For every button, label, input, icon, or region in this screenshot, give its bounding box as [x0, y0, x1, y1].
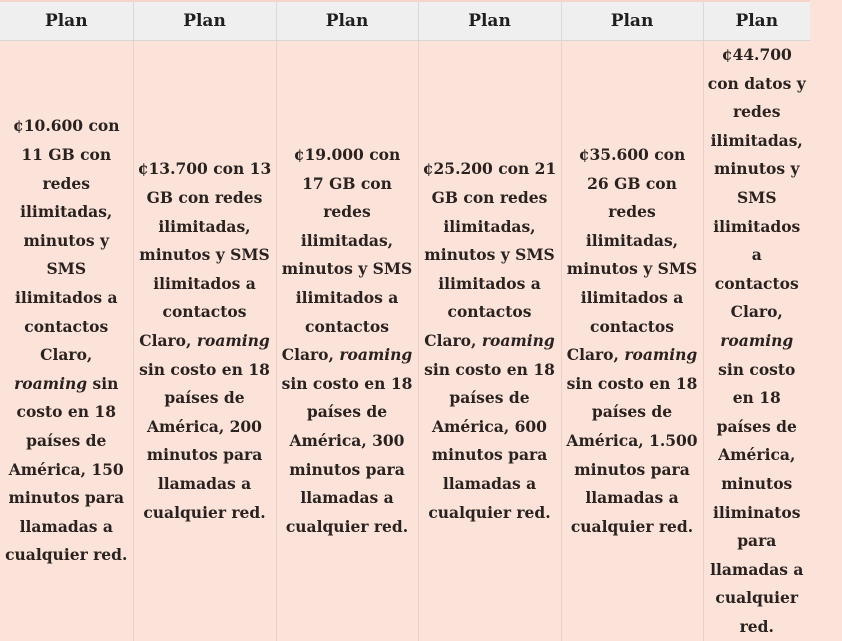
plan-text: ¢44.700 con datos y redes ilimitadas, minutos y SMS ilimitados a contactos Claro,	[708, 45, 806, 321]
plan-6-description	[703, 41, 810, 641]
header-row	[0, 2, 810, 41]
plans-table	[0, 2, 810, 641]
column-header-plan-6: Plan	[703, 2, 810, 41]
plan-text: ¢25.200 con 21 GB con redes ilimitadas, minutos y SMS ilimitados a contactos Claro,	[423, 159, 557, 350]
plan-text: ¢35.600 con 26 GB con redes ilimitadas, minutos y SMS ilimitados a contactos Claro,	[567, 145, 697, 364]
plan-text: sin costo en 18 países de América, 150 minutos para llamadas a cualquier red.	[5, 374, 127, 565]
column-header-plan-4: Plan	[418, 2, 561, 41]
plan-text: ¢10.600 con 11 GB con redes ilimitadas, minutos y SMS ilimitados a contactos Claro,	[13, 116, 120, 364]
column-header-plan-1: Plan	[0, 2, 133, 41]
plan-text-italic: roaming	[482, 331, 555, 350]
column-header-plan-3: Plan	[276, 2, 418, 41]
column-header-plan-2: Plan	[133, 2, 276, 41]
table-row	[0, 41, 810, 641]
plan-5-description	[561, 41, 703, 641]
plan-text-italic: roaming	[339, 345, 412, 364]
plan-text: ¢13.700 con 13 GB con redes ilimitadas, minutos y SMS ilimitados a contactos Claro,	[138, 159, 272, 350]
plan-2-description	[133, 41, 276, 641]
plan-text-italic: roaming	[14, 374, 87, 393]
plan-text: ¢19.000 con 17 GB con redes ilimitadas, minutos y SMS ilimitados a contactos Claro,	[282, 145, 412, 364]
plan-4-description	[418, 41, 561, 641]
plan-text-italic: roaming	[197, 331, 270, 350]
plan-text-italic: roaming	[720, 331, 793, 350]
plan-text: sin costo en 18 países de América, 600 minutos para llamadas a cualquier red.	[424, 360, 555, 522]
plan-text: sin costo en 18 países de América, 1.500 minutos para llamadas a cualquier red.	[566, 374, 697, 536]
column-header-plan-5: Plan	[561, 2, 703, 41]
plan-text: sin costo en 18 países de América, 300 minutos para llamadas a cualquier red.	[282, 374, 413, 536]
plan-text: sin costo en 18 países de América, 200 minutos para llamadas a cualquier red.	[139, 360, 270, 522]
plan-text-italic: roaming	[624, 345, 697, 364]
plan-text: sin costo en 18 países de América, minutos iliminatos para llamadas a cualquier red.	[710, 360, 803, 636]
plan-1-description	[0, 41, 133, 641]
plan-3-description	[276, 41, 418, 641]
